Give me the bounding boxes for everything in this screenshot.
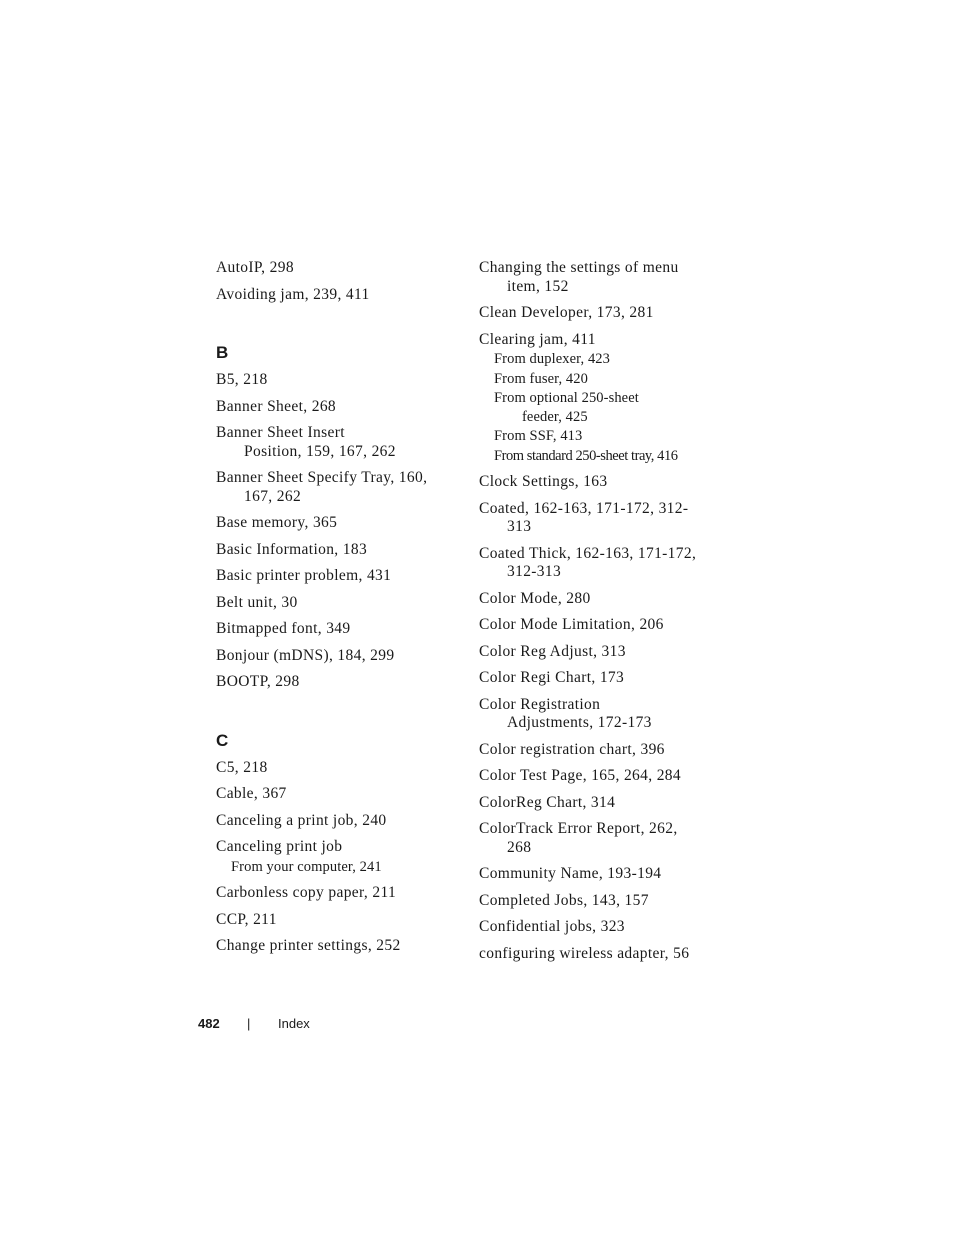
- index-entry: [216, 937, 466, 956]
- index-entry-line: From duplexer, 423: [494, 351, 610, 367]
- index-entry: [216, 785, 466, 804]
- index-entry-line: ColorTrack Error Report, 262,: [479, 820, 678, 837]
- index-column-right: [479, 259, 729, 971]
- index-entry-line: From standard 250-sheet tray, 416: [494, 447, 678, 464]
- index-entry-line: B5, 218: [216, 371, 268, 388]
- index-entry: [479, 259, 729, 296]
- index-entry: [479, 331, 729, 350]
- index-entry-line: Avoiding jam, 239, 411: [216, 285, 370, 303]
- index-entry-line: Color Mode Limitation, 206: [479, 616, 664, 633]
- index-subentry: [479, 427, 729, 446]
- index-entry-line: C5, 218: [216, 758, 268, 776]
- footer-section-label: Index: [278, 1016, 310, 1031]
- index-subentry: [479, 370, 729, 389]
- index-subentry-group: [479, 350, 729, 465]
- index-entry: [479, 616, 729, 635]
- index-entry-line: Color Test Page, 165, 264, 284: [479, 767, 682, 784]
- index-entry-line: From optional 250-sheet: [494, 390, 639, 406]
- index-entry: [216, 286, 466, 305]
- index-entry: [216, 812, 466, 831]
- index-entry: [479, 820, 729, 857]
- index-entry-line: feeder, 425: [522, 408, 588, 425]
- index-entry-line: configuring wireless adapter, 56: [479, 944, 690, 962]
- index-entry: [479, 473, 729, 492]
- index-entry-line: Color Regi Chart, 173: [479, 669, 625, 686]
- index-entry-line: 167, 262: [244, 487, 302, 505]
- page-number: 482: [198, 1016, 220, 1031]
- index-entry: [479, 767, 729, 786]
- index-entry-line: Base memory, 365: [216, 514, 338, 531]
- index-entry-line: Basic printer problem, 431: [216, 567, 392, 584]
- index-entry-line: From your computer, 241: [231, 858, 382, 875]
- index-entry: [216, 838, 466, 857]
- index-entry: [216, 884, 466, 903]
- index-entry: [216, 371, 466, 390]
- index-entry: [216, 259, 466, 278]
- index-entry-line: Clearing jam, 411: [479, 330, 596, 348]
- index-entry-line: Clock Settings, 163: [479, 473, 608, 490]
- index-subentry: [479, 350, 729, 369]
- index-entry-line: Position, 159, 167, 262: [244, 442, 396, 460]
- index-entry: [479, 741, 729, 760]
- index-entry-line: Confidential jobs, 323: [479, 918, 625, 935]
- index-entry-line: CCP, 211: [216, 910, 277, 928]
- index-entry: [479, 892, 729, 911]
- index-entry-line: Change printer settings, 252: [216, 937, 401, 954]
- index-entry-line: Basic Information, 183: [216, 540, 368, 558]
- index-entry-line: AutoIP, 298: [216, 259, 294, 276]
- index-entry: [216, 647, 466, 666]
- index-entry: [479, 696, 729, 733]
- index-entry-line: Coated, 162-163, 171-172, 312-: [479, 499, 689, 517]
- index-entry: [479, 590, 729, 609]
- index-subentry: [216, 858, 466, 877]
- footer-separator: |: [247, 1016, 251, 1031]
- index-entry: [479, 865, 729, 884]
- index-entry: [216, 398, 466, 417]
- index-entry-line: Canceling a print job, 240: [216, 811, 387, 829]
- index-entry-line: ColorReg Chart, 314: [479, 793, 616, 811]
- index-entry: [216, 911, 466, 930]
- index-entry: [216, 514, 466, 533]
- index-entry-line: Adjustments, 172-173: [507, 714, 652, 731]
- index-entry-line: Color Reg Adjust, 313: [479, 642, 626, 660]
- index-entry-line: Changing the settings of menu: [479, 259, 679, 276]
- index-subentry: [479, 389, 729, 426]
- index-entry: [479, 500, 729, 537]
- index-subentry: [479, 447, 729, 466]
- index-entry-line: 268: [507, 838, 532, 856]
- index-entry-line: Bitmapped font, 349: [216, 620, 351, 637]
- index-entry: [479, 794, 729, 813]
- index-entry-line: item, 152: [507, 277, 569, 295]
- index-entry: [216, 673, 466, 692]
- index-entry-line: Cable, 367: [216, 785, 287, 802]
- index-entry: [216, 759, 466, 778]
- index-entry: [479, 545, 729, 582]
- index-entry-line: Banner Sheet Specify Tray, 160,: [216, 469, 428, 486]
- index-entry-line: From SSF, 413: [494, 428, 583, 444]
- section-heading-c: C: [216, 730, 229, 750]
- index-entry-line: Completed Jobs, 143, 157: [479, 891, 649, 909]
- index-entry: [479, 918, 729, 937]
- index-entry-line: From fuser, 420: [494, 370, 588, 387]
- index-entry-line: Color Mode, 280: [479, 589, 591, 607]
- section-heading-b: B: [216, 343, 229, 362]
- index-entry-line: 313: [507, 518, 532, 535]
- index-entry-line: Color Registration: [479, 695, 601, 713]
- index-entry: [479, 945, 729, 964]
- index-entry-line: Banner Sheet Insert: [216, 424, 345, 441]
- index-entry: [479, 304, 729, 323]
- index-entry-line: Bonjour (mDNS), 184, 299: [216, 646, 395, 664]
- index-entry-line: Canceling print job: [216, 838, 343, 855]
- index-entry: [216, 594, 466, 613]
- index-column-left: [216, 259, 466, 964]
- index-entry: [479, 643, 729, 662]
- index-entry: [216, 541, 466, 560]
- index-entry-line: Banner Sheet, 268: [216, 397, 337, 415]
- index-entry-line: Belt unit, 30: [216, 593, 298, 611]
- index-entry-line: Coated Thick, 162-163, 171-172,: [479, 544, 697, 562]
- index-entry: [216, 424, 466, 461]
- index-entry-line: 312-313: [507, 563, 562, 580]
- index-entry-line: Community Name, 193-194: [479, 865, 662, 882]
- index-entry-line: BOOTP, 298: [216, 673, 300, 690]
- index-entry: [216, 620, 466, 639]
- index-entry-line: Clean Developer, 173, 281: [479, 304, 654, 321]
- index-subentry-group: [216, 858, 466, 877]
- index-entry: [216, 469, 466, 506]
- index-entry-line: Color registration chart, 396: [479, 740, 665, 758]
- index-entry: [479, 669, 729, 688]
- index-entry: [216, 567, 466, 586]
- index-entry-line: Carbonless copy paper, 211: [216, 884, 397, 901]
